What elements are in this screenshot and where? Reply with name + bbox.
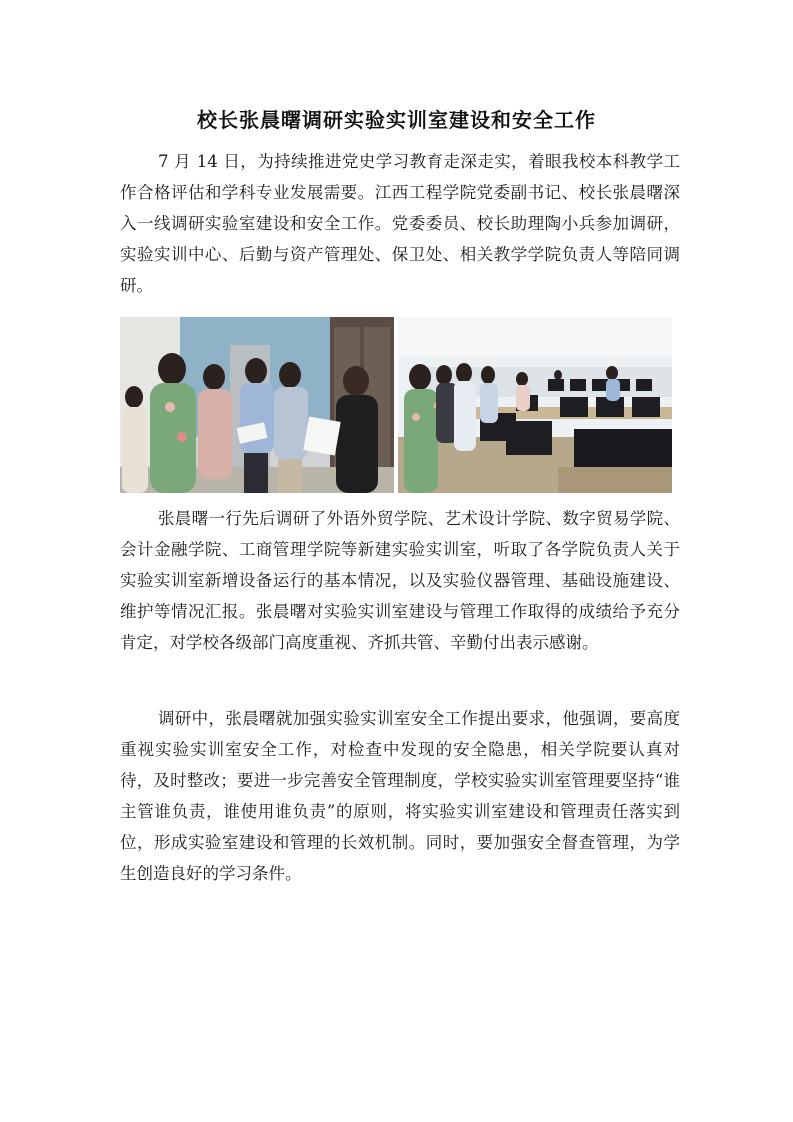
photo-row [120, 317, 672, 493]
paragraph-1: 7 月 14 日，为持续推进党史学习教育走深走实，着眼我校本科教学工作合格评估和学科专业发展需要。江西工程学院党委副书记、校长张晨曙深入一线调研实验室建设和安全工作。党委委员、校长助理陶小兵参加调研，实验实训中心、后勤与资产管理处、保卫处、相关教学学院负责人等陪同调研。 [120, 152, 680, 295]
computer-lab-photo-right [398, 317, 672, 493]
article-title: 校长张晨曙调研实验实训室建设和安全工作 [197, 108, 596, 132]
inspection-photo-left [120, 317, 394, 493]
paragraph-3: 调研中，张晨曙就加强实验实训室安全工作提出要求，他强调，要高度重视实验实训室安全工作，对检查中发现的安全隐患，相关学院要认真对待，及时整改；要进一步完善安全管理制度，学校实验实训室管理要坚持“谁主管谁负责，谁使用谁负责”的原则，将实验实训室建设和管理责任落实到位，形成实验室建设和管理的长效机制。同时，要加强安全督查管理，为学生创造良好的学习条件。 [120, 709, 680, 883]
paragraph-2: 张晨曙一行先后调研了外语外贸学院、艺术设计学院、数字贸易学院、会计金融学院、工商管理学院等新建实验实训室，听取了各学院负责人关于实验实训室新增设备运行的基本情况，以及实验仪器管理、基础设施建设、维护等情况汇报。张晨曙对实验实训室建设与管理工作取得的成绩给予充分肯定，对学校各级部门高度重视、齐抓共管、辛勤付出表示感谢。 [120, 509, 680, 652]
